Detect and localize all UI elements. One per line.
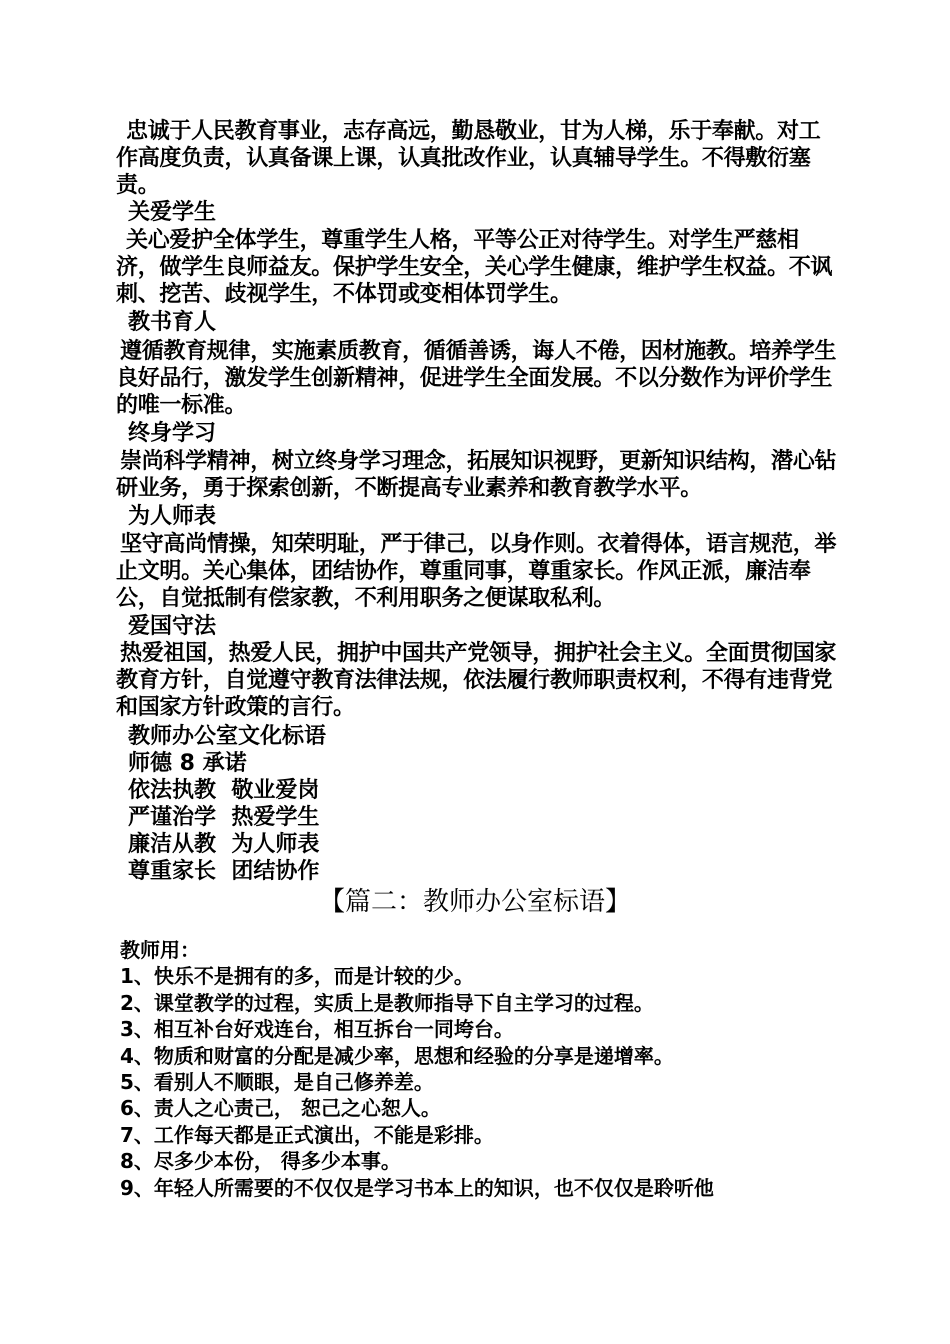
- heading-teaching: [116, 309, 842, 336]
- paragraph-text: 关心爱护全体学生，尊重学生人格，平等公正对待学生。对学生严慈相济，做学生良师益友。保护学生安全，关心学生健康，维护学生权益。不讽刺、挖苦、歧视学生，不体罚或变相体罚学生。: [116, 228, 833, 307]
- list-item: 5、看别人不顺眼，是自己修养差。: [120, 1070, 434, 1095]
- heading-patriotism: [116, 613, 842, 640]
- list-item: 3、相互补台好戏连台，相互拆台一同垮台。: [120, 1017, 514, 1042]
- slogans-section: [116, 723, 842, 885]
- slogans-subtitle: 师德 8 承诺: [128, 751, 247, 776]
- heading-lifelong-learning: [116, 420, 842, 447]
- chapter-title: 【篇二：教师办公室标语】: [318, 887, 631, 917]
- section-heading: 爱国守法: [128, 614, 217, 639]
- section-heading: 关爱学生: [128, 200, 217, 225]
- slogan-line: 严谨治学 热爱学生: [128, 805, 320, 830]
- slogan-line: 依法执教 敬业爱岗: [128, 778, 320, 803]
- section-heading: 终身学习: [128, 421, 217, 446]
- heading-role-model: [116, 503, 842, 530]
- slogan-line: 廉洁从教 为人师表: [128, 832, 320, 857]
- ethics-paragraph-dedication: [116, 118, 842, 199]
- paragraph-text: 遵循教育规律，实施素质教育，循循善诱，诲人不倦，因材施教。培养学生良好品行，激发学生创新精神，促进学生全面发展。不以分数作为评价学生的唯一标准。: [116, 339, 837, 418]
- list-item: 6、责人之心责己， 恕己之心恕人。: [120, 1096, 441, 1121]
- ethics-paragraph-learning: [116, 448, 842, 502]
- list-item: 8、尽多少本份， 得多少本事。: [120, 1149, 401, 1174]
- list-item: 9、年轻人所需要的不仅仅是学习书本上的知识，也不仅仅是聆听他: [120, 1175, 714, 1200]
- list-intro: 教师用：: [120, 938, 200, 962]
- list-item: 1、快乐不是拥有的多，而是计较的少。: [120, 964, 474, 989]
- list-item: 2、课堂教学的过程，实质上是教师指导下自主学习的过程。: [120, 990, 654, 1015]
- ethics-paragraph-patriotism: [116, 640, 842, 721]
- slogan-line: 尊重家长 团结协作: [128, 859, 320, 884]
- ethics-paragraph-care: [116, 227, 842, 308]
- ethics-paragraph-role-model: [116, 531, 842, 612]
- paragraph-text: 热爱祖国，热爱人民，拥护中国共产党领导，拥护社会主义。全面贯彻国家教育方针，自觉遵守教育法律法规，依法履行教师职责权利，不得有违背党和国家方针政策的言行。: [116, 641, 837, 720]
- paragraph-text: 崇尚科学精神，树立终身学习理念，拓展知识视野，更新知识结构，潜心钻研业务，勇于探索创新，不断提高专业素养和教育教学水平。: [116, 449, 837, 501]
- paragraph-text: 忠诚于人民教育事业，志存高远，勤恳敬业，甘为人梯，乐于奉献。对工作高度负责，认真备课上课，认真批改作业，认真辅导学生。不得敷衍塞责。: [116, 119, 821, 198]
- section-heading: 为人师表: [128, 504, 217, 529]
- list-item: 4、物质和财富的分配是减少率，思想和经验的分享是递增率。: [120, 1043, 674, 1068]
- teacher-slogan-list: [116, 937, 842, 1201]
- slogans-title: 教师办公室文化标语: [128, 724, 327, 749]
- section-heading: 教书育人: [128, 310, 217, 335]
- ethics-paragraph-teaching: [116, 338, 842, 419]
- list-item: 7、工作每天都是正式演出，不能是彩排。: [120, 1122, 494, 1147]
- heading-care-students: [116, 199, 842, 226]
- paragraph-text: 坚守高尚情操，知荣明耻，严于律己，以身作则。衣着得体，语言规范，举止文明。关心集体，团结协作，尊重同事，尊重家长。作风正派，廉洁奉公，自觉抵制有偿家教，不利用职务之便谋取私利。: [116, 532, 837, 611]
